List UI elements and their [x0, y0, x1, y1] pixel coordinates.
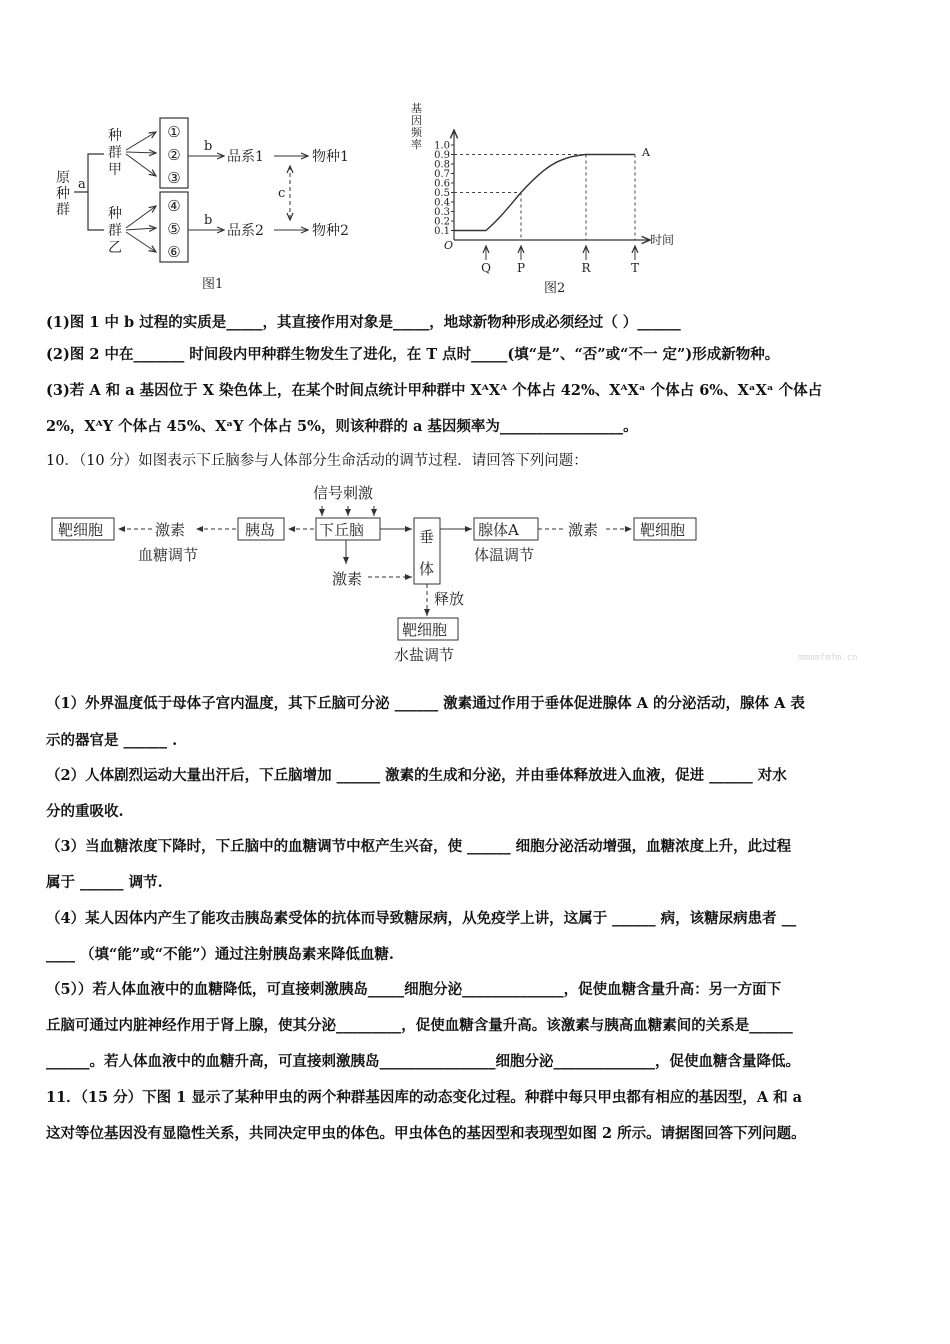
y-tick-label: 0.5	[434, 188, 450, 199]
y-axis-label-char: 因	[411, 114, 422, 127]
signal-stimulus: 信号刺激	[313, 484, 374, 502]
target-cell-right: 靶细胞	[640, 521, 686, 539]
q11-line-2: 这对等位基因没有显隐性关系，共同决定甲虫的体色。甲虫体色的基因型和表现型如图 2 所示。请据图回答下列问题。	[46, 1125, 806, 1142]
pituitary-char-2: 体	[419, 560, 435, 578]
y-tick-label: 0.9	[434, 150, 450, 161]
hormone-middle: 激素	[332, 570, 363, 588]
y-axis-label-char: 率	[411, 138, 422, 151]
edge-b-label-top: b	[204, 139, 213, 154]
q10-line-10: 丘脑可通过内脏神经作用于肾上腺，使其分泌_________，促使血糖含量升高。该激素与胰高血糖素间的关系是______	[46, 1017, 793, 1034]
y-tick-label: 0.3	[434, 207, 450, 218]
q9-line-3: (3)若 A 和 a 基因位于 X 染色体上，在某个时间点统计甲种群中 XᴬXᴬ 个体占 42%、XᴬXᵃ 个体占 6%、XᵃXᵃ 个体占	[46, 382, 823, 399]
edge-a-label: a	[78, 177, 86, 192]
origin-label: O	[444, 239, 454, 252]
marker-label-t: T	[630, 261, 640, 275]
water-salt-regulation: 水盐调节	[394, 646, 455, 664]
y-axis-label-char: 频	[411, 126, 422, 139]
q10-line-3: （2）人体剧烈运动大量出汗后，下丘脑增加 ______ 激素的生成和分泌，并由垂体释放进入血液，促进 ______ 对水	[46, 767, 787, 784]
figure-2-caption: 图2	[544, 281, 566, 296]
pop-jia-char: 甲	[108, 162, 122, 178]
species-2: 物种2	[312, 223, 349, 239]
target-cell-bottom: 靶细胞	[402, 621, 448, 639]
pancreas-box: 胰岛	[245, 521, 276, 539]
q10-line-5: （3）当血糖浓度下降时，下丘脑中的血糖调节中枢产生兴奋，使 ______ 细胞分泌活动增强，血糖浓度上升，此过程	[46, 838, 792, 855]
y-tick-label: 1.0	[434, 140, 450, 152]
x-axis-label: 时间	[650, 233, 675, 247]
hypothalamus-box: 下丘脑	[319, 521, 365, 539]
q10-line-4: 分的重吸收.	[46, 803, 124, 820]
pop-yi-char: 种	[108, 206, 122, 222]
q9-line-4: 2%，XᴬY 个体占 45%、XᵃY 个体占 5%，则该种群的 a 基因频率为_________________。	[46, 418, 638, 435]
q10-line-1: （1）外界温度低于母体子宫内温度，其下丘脑可分泌 ______ 激素通过作用于垂体促进腺体 A 的分泌活动，腺体 A 表	[46, 695, 805, 712]
edge-b-label-bottom: b	[204, 213, 213, 228]
pop-yi-char: 群	[108, 223, 122, 239]
gland-a-box: 腺体A	[478, 521, 519, 539]
pop-jia-char: 种	[108, 128, 122, 144]
circle-1: ①	[167, 123, 181, 141]
figure-1-caption: 图1	[202, 277, 224, 292]
y-tick-label: 0.2	[434, 216, 450, 228]
edge-c-label: c	[278, 186, 286, 201]
pituitary-char-1: 垂	[419, 528, 435, 546]
y-tick-label: 0.7	[434, 169, 450, 180]
q10-stem: 10．（10 分）如图表示下丘脑参与人体部分生命活动的调节过程．请回答下列问题：	[46, 453, 588, 469]
strain-1: 品系1	[227, 149, 264, 165]
release-label: 释放	[434, 590, 465, 608]
species-1: 物种1	[312, 149, 349, 165]
q9-line-1: (1)图 1 中 b 过程的实质是_____，其直接作用对象是_____，地球新物种形成必须经过（ ）______	[46, 314, 681, 331]
hypothalamus-regulation-diagram	[50, 474, 710, 666]
circle-4: ④	[167, 197, 181, 215]
q10-line-8: ____ （填“能”或“不能”）通过注射胰岛素来降低血糖.	[46, 946, 394, 963]
origin-pop-char: 群	[56, 202, 70, 218]
series-a-line	[454, 155, 635, 231]
strain-2: 品系2	[227, 223, 264, 239]
q10-line-6: 属于 ______ 调节.	[46, 874, 163, 891]
circle-3: ③	[167, 169, 181, 187]
q10-line-11: ______。若人体血液中的血糖升高，可直接刺激胰岛________________细胞分泌______________，促使血糖含量降低。	[46, 1053, 800, 1070]
q9-line-2: (2)图 2 中在_______ 时间段内甲种群生物发生了进化，在 T 点时_____(填“是”、“否”或“不一 定”)形成新物种。	[46, 346, 780, 363]
q10-line-7: （4）某人因体内产生了能攻击胰岛素受体的抗体而导致糖尿病，从免疫学上讲，这属于 ______ 病，该糖尿病患者 __	[46, 910, 797, 927]
glucose-regulation: 血糖调节	[138, 546, 199, 564]
hormone-right: 激素	[568, 521, 599, 539]
q10-line-9: （5））若人体血液中的血糖降低，可直接刺激胰岛_____细胞分泌______________，促使血糖含量升高：另一方面下	[46, 981, 782, 998]
q11-line-1: 11．（15 分）下图 1 显示了某种甲虫的两个种群基因库的动态变化过程。种群中每只甲虫都有相应的基因型，A 和 a	[46, 1089, 803, 1106]
origin-pop-char: 种	[56, 186, 70, 202]
y-tick-label: 0.1	[434, 226, 450, 237]
q10-line-2: 示的器官是 ______ .	[46, 732, 178, 749]
temperature-regulation: 体温调节	[474, 546, 535, 564]
circle-6: ⑥	[167, 243, 181, 261]
marker-label-q: Q	[481, 261, 491, 275]
pop-yi-char: 乙	[108, 240, 122, 256]
watermark: mmmmfmfm.cn	[798, 653, 858, 663]
series-a-label: A	[642, 146, 650, 159]
y-axis-label-char: 基	[411, 102, 422, 115]
y-tick-label: 0.8	[434, 159, 450, 171]
circle-2: ②	[167, 146, 181, 164]
pop-jia-char: 群	[108, 145, 122, 161]
origin-pop-char: 原	[56, 170, 70, 186]
y-tick-label: 0.4	[434, 197, 450, 209]
y-tick-label: 0.6	[434, 178, 450, 190]
target-cell-left: 靶细胞	[58, 521, 104, 539]
figure-1-speciation-diagram	[52, 110, 382, 300]
circle-5: ⑤	[167, 220, 181, 238]
marker-label-r: R	[581, 261, 591, 275]
figure-2-gene-frequency-chart	[404, 100, 704, 300]
hormone-left: 激素	[155, 521, 186, 539]
marker-label-p: P	[516, 261, 526, 275]
